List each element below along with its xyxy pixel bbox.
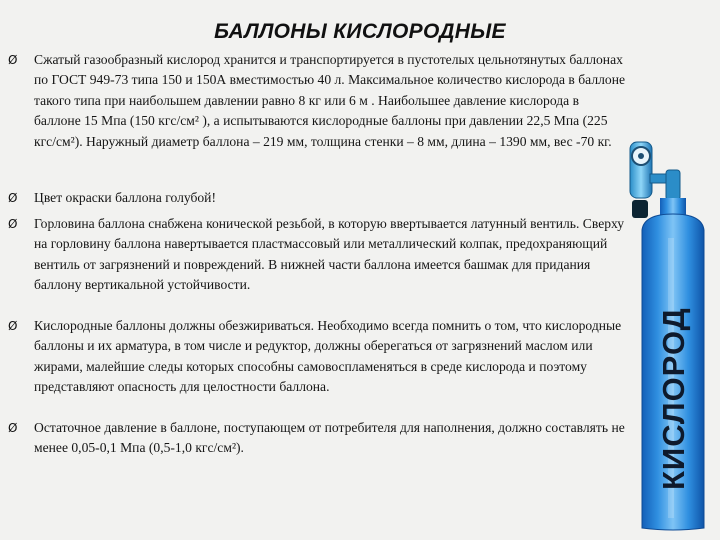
bullet-text: Кислородные баллоны должны обезжириваться. Необходимо всегда помнить о том, что кислородные баллоны и их арматура, в том числе и редуктор, должны оберегаться от загрязнений маслом или жирами, малейшие следы которых способны самовоспламеняться в среде кислорода и поэтому представляют опасность для целостности баллона. [34, 318, 622, 395]
oxygen-cylinder-image [622, 130, 720, 532]
arrow-bullet-icon: Ø [8, 421, 18, 435]
arrow-bullet-icon: Ø [8, 191, 18, 205]
bullet-text: Цвет окраски баллона голубой! [34, 190, 216, 205]
slide-title: БАЛЛОНЫ КИСЛОРОДНЫЕ [214, 20, 506, 43]
arrow-bullet-icon: Ø [8, 217, 18, 231]
bullet-text: Сжатый газообразный кислород хранится и транспортируется в пустотелых цельнотянутых баллонах по ГОСТ 949-73 типа 150 и 150А вместимостью 40 л. Максимальное количество кислорода в баллоне такого типа при наибольшем давлении равно 8 кг или 6 м . Наибольшее давление кислорода в баллоне 15 Мпа (150 кгс/см² ), а испытываются кислородные баллоны при давлении 22,5 Мпа (225 кгс/см²). Наружный диаметр баллона – 219 мм, толщина стенки – 8 мм, длина – 1390 мм, вес -70 кг. [34, 52, 625, 149]
cylinder-label: КИСЛОРОД [656, 307, 691, 490]
arrow-bullet-icon: Ø [8, 319, 18, 333]
arrow-bullet-icon: Ø [8, 53, 18, 67]
bullet-text: Горловина баллона снабжена конической резьбой, в которую ввертывается латунный вентиль. Сверху на горловину баллона навертывается пластмассовый или металлический колпак, предохраняющий вентиль от загрязнений и повреждений. В нижней части баллона имеется башмак для придания баллону вертикальной устойчивости. [34, 216, 625, 293]
valve-nozzle [632, 200, 648, 218]
bullet-text: Остаточное давление в баллоне, поступающем от потребителя для наполнения, должно составлять не менее 0,05-0,1 Мпа (0,5-1,0 кгс/см²). [34, 420, 625, 456]
